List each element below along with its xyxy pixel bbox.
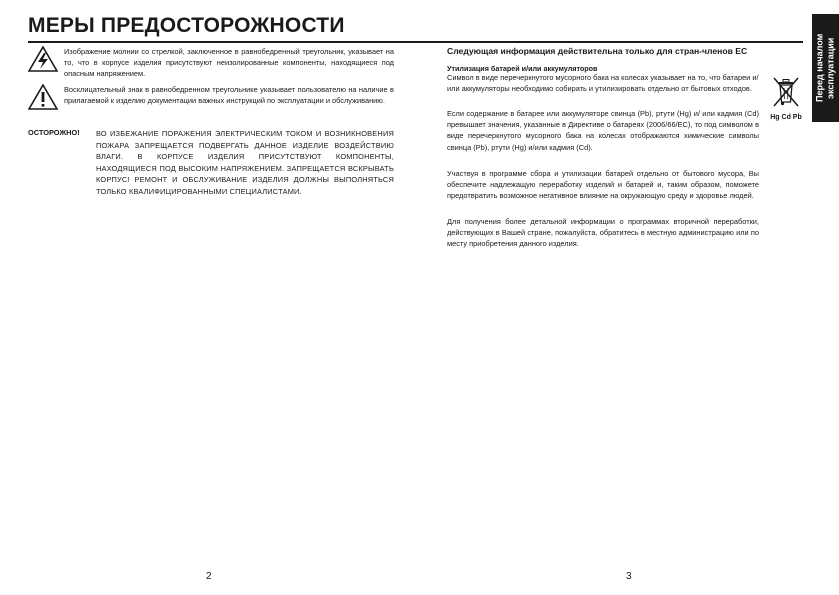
section-title: Следующая информация действительна только для стран-членов ЕС: [447, 46, 748, 56]
lightning-triangle-icon: [28, 46, 58, 72]
exclamation-warning-text: Восклицательный знак в равнобедренном треугольнике указывает пользователю на наличие в прилагаемой к изделию документации важных инструкций по эксплуатации и обслуживанию.: [64, 85, 394, 106]
caution-label: ОСТОРОЖНО!: [28, 128, 80, 137]
crossed-out-wheelie-bin-icon: [771, 76, 801, 108]
bin-symbol: [766, 76, 806, 121]
battery-para-2: Если содержание в батарее или аккумуляторе свинца (Pb), ртути (Hg) и/ или кадмия (Cd) превышает значения, указанные в Директиве о батареях (2006/66/EC), то под символом в виде перечеркнутого мусорного бака на колесах отображаются химические символы свинца (Pb), ртути (Hg) и/или кадмия (Cd).: [447, 109, 759, 152]
side-tab-label: Перед началом эксплуатации: [814, 33, 836, 103]
battery-para-1: Символ в виде перечеркнутого мусорного бака на колесах указывает на то, что батареи и/или аккумуляторы необходимо собирать и утилизировать отдельно от бытовых отходов.: [447, 73, 759, 94]
caution-text: ВО ИЗБЕЖАНИЕ ПОРАЖЕНИЯ ЭЛЕКТРИЧЕСКИМ ТОКОМ И ВОЗНИКНОВЕНИЯ ПОЖАРА ЗАПРЕЩАЕТСЯ ПОДВЕРГАТЬ ДАННОЕ ИЗДЕЛИЕ ВОЗДЕЙСТВИЮ ВЛАГИ. В КОРПУСЕ ИЗДЕЛИЯ ПРИСУТСТВУЮТ КОМПОНЕНТЫ, НАХОДЯЩИЕСЯ ПОД ВЫСОКИМ НАПРЯЖЕНИЕМ. ЗАПРЕЩАЕТСЯ ВСКРЫВАТЬ КОРПУС! РЕМОНТ И ОБСЛУЖИВАНИЕ ИЗДЕЛИЯ ДОЛЖНЫ ВЫПОЛНЯТЬСЯ ТОЛЬКО КВАЛИФИЦИРОВАННЫМИ СПЕЦИАЛИСТАМИ.: [96, 129, 394, 196]
page-title: МЕРЫ ПРЕДОСТОРОЖНОСТИ: [28, 14, 345, 37]
bin-chemical-symbols: Hg Cd Pb: [770, 114, 802, 121]
page-number-right: 3: [626, 571, 632, 582]
page-number-left: 2: [206, 571, 212, 582]
battery-para-3: Участвуя в программе сбора и утилизации батарей отдельно от бытового мусора, Вы обеспечите надлежащую переработку изделий и батарей и, таким образом, поможете предотвратить возможное негативное влияние на окружающую среду и здоровье людей.: [447, 169, 759, 201]
exclamation-triangle-icon: [28, 84, 58, 110]
title-rule: [28, 41, 803, 43]
lightning-warning-text: Изображение молнии со стрелкой, заключенное в равнобедренный треугольник, указывает на то, что в корпусе изделия присутствуют неизолированные компоненты, находящиеся под опасным напряжением.: [64, 47, 394, 79]
subsection-title: Утилизация батарей и/или аккумуляторов: [447, 64, 598, 73]
battery-para-4: Для получения более детальной информации о программах вторичной переработки, действующих в Вашей стране, пожалуйста, обратитесь в местную администрацию или по месту приобретения данного изделия.: [447, 217, 759, 249]
